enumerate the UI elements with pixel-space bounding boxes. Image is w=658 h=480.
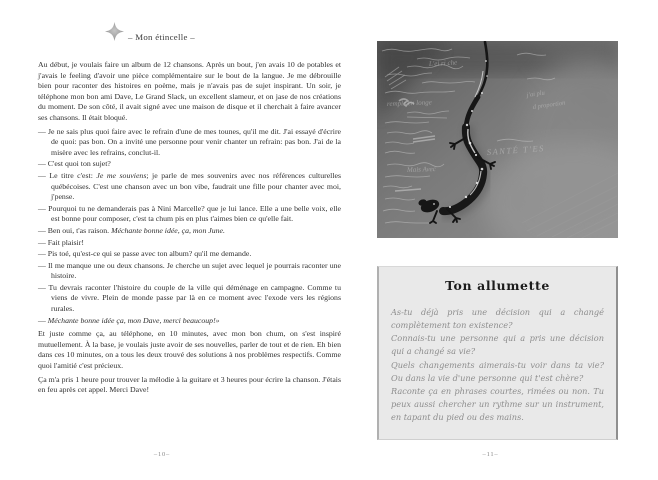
scribble-word: j'ai plu [526,89,546,99]
question: As-tu déjà pris une décision qui a changé complètement ton existence? [391,307,604,330]
salamander-photo [377,41,618,238]
scribble-word: L'ei ri che [428,58,458,68]
dialogue-line: — Méchante bonne idée ça, mon Dave, merci beaucoup!» [38,315,220,325]
chapter-body [38,60,341,399]
box-title: Ton allumette [445,278,550,293]
intro-paragraph: Au début, je voulais faire un album de 12 chansons. Après un bout, j'en avais 10 de potables et j'avais le feeling d'avoir une pièce complémentaire sur le bout de la langue. Je me débrouille bien pour raconter des histoires en poème, mais je n'avais pas de sujet inspirant. Un soir, je téléphone mon bon ami Dave, Le Grand Slack, un excellent slameur, et on jase de nos créations du moment. De son côté, il avait signé avec une maison de disque et il cherchait à faire avancer ses chansons. Il était bloqué. [38,60,341,122]
scribble-word: d proportion [532,99,566,111]
dialogue-line: — Pis toé, qu'est-ce qui se passe avec ton album? qu'il me demande. [38,249,252,259]
sparkle-icon [105,20,124,43]
scribble-word: Mais Avec [406,164,436,174]
dialogue-line: — Le titre c'est: Je me souviens; je parle de mes souvenirs avec nos références culturelles québécoises. C'est une chanson avec un bon vibe, faudrait une fille pour chanter avec moi, j'pense. [38,170,341,202]
dialogue-line: — Fait plaisir! [38,237,84,247]
box-questions [379,306,616,423]
scribble-word: SANTÉ T'ES [486,142,546,157]
dialogue-line: — C'est quoi ton sujet? [38,159,111,169]
question: Quels changements aimerais-tu voir dans ta vie? Ou dans la vie d'une personne qui t'est chère? [391,359,604,383]
question: Raconte ça en phrases courtes, rimées ou non. Tu peux aussi chercher un rythme sur un instrument, en tapant du pied ou des mains. [391,386,604,422]
question: Connais-tu une personne qui a pris une décision qui a changé sa vie? [391,333,604,357]
chapter-title: – Mon étincelle – [128,32,195,42]
scribble-word: remple en longe [386,98,432,108]
closing-paragraph: Et juste comme ça, au téléphone, en 10 minutes, avec mon bon chum, on s'est inspiré mutuellement. À la base, je voulais juste avoir de ses nouvelles, parler de tout et de rien. Eh bien dans ces 10 minutes, on a tous les deux trouvé des solutions à nos problèmes respectifs. Comme quoi l'amitié c'est précieux. [38,329,341,371]
dialogue-line: — Il me manque une ou deux chansons. Je cherche un sujet avec lequel je pourrais raconter une histoire. [38,260,341,281]
dialogue-line: — Tu devrais raconter l'histoire du couple de la ville qui déménage en campagne. Comme tu viens de vivre. Plein de monde passe par là en ce moment avec l'exode vers les régions rurales. [38,282,341,314]
page-number-right: –11– [482,451,499,458]
page-number-left: –10– [153,451,171,458]
activity-box [377,266,618,440]
dialogue-line: — Ben oui, t'as raison. Méchante bonne idée, ça, mon June. [38,225,225,235]
closing-paragraph: Ça m'a pris 1 heure pour trouver la mélodie à la guitare et 3 heures pour écrire la chanson. J'étais en feu après cet appel. Merci Dave! [38,374,341,395]
dialogue-line: — Pourquoi tu ne demanderais pas à Nini Marcelle? que je lui lance. Elle a une belle voix, elle est bonne pour composer, c'est ta chum pis en plus t'aimes bien ce qu'elle fait. [38,203,341,224]
dialogue-line: — Je ne sais plus quoi faire avec le refrain d'une de mes tounes, qu'il me dit. J'ai essayé d'écrire de quoi: pas bon. On a invité une personne pour venir chanter un refrain: pas bon. J'ai de la misère avec les refrains, conclut-il. [38,126,341,157]
